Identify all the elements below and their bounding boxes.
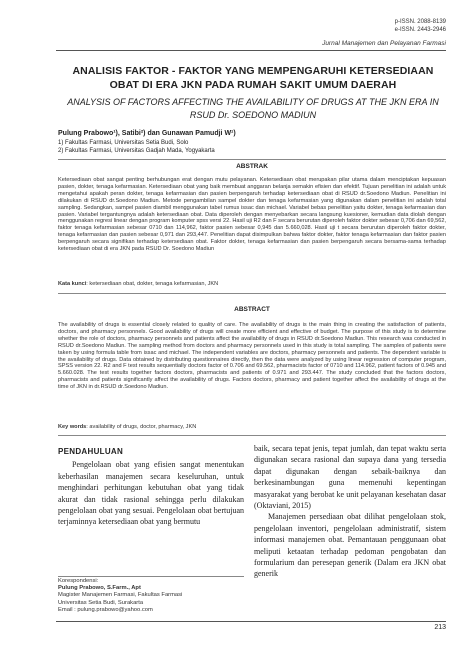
correspondence-affiliation: Magister Manajemen Farmasi, Fakultas Farmasi (58, 592, 183, 599)
body-paragraph-right-1: baik, secara tepat jenis, tepat jumlah, dan tepat waktu serta digunakan secara rasional dan supaya dana yang tersedia dapat digunakan dengan sebaik-baiknya dan berkesinambungan guna memenuhi kepentingan masyarakat yang berobat ke unit pelayanan kesehatan dasar (Oktaviani, 2015) (254, 444, 446, 511)
abstrak-bottom-rule (58, 293, 446, 294)
body-left-column (58, 446, 244, 528)
section-heading-pendahuluan: PENDAHULUAN (58, 447, 124, 456)
abstract-text: The availability of drugs is essential closely related to quality of care. The availability of drugs is the main thing in creating the satisfaction of patients, doctors, and pharmacy personnels. Good availability of drugs will create more efficient and effective of budget. The purpose of this study is to determine whether the role of doctors, pharmacy personnels and patients affect the availability of drugs in RSUD dr.Soedono Madiun. This research was conducted in RSUD dr.Soedono Madiun. The sampling method from doctors and pharmacy personnels used in this study is total sampling. The samples of patients were taken by using formula table from issac and michael. The independent variables are doctors, pharmacy personnels and patients. The dependent variable is the availability of drugs. Data obtained by distributing questionnaires directly, then the data were analyzed by using linear regression of computer program, SPSS version 22. R2 and F test results sequentially doctors factor of 0.706 and 69.562, pharmacists factor of 0710 and 114.962, patient factors of 0.945 and 5.660.028. The test results together factors doctors, pharmacists and patients of 0.971 and 293.447. The study concluded that the factors doctors, pharmacists and patients significantly affect the availability of drugs. Factors doctors, pharmacy and patient together affect the availability of drugs at the time of JKN in dr.RSUD dr.Soedono Madiun. (58, 322, 446, 391)
abstract-keywords-text: : availability of drugs, doctor, pharmacy, JKN (86, 424, 197, 430)
abstrak-keywords (58, 281, 446, 288)
abstract-bottom-rule (58, 435, 446, 436)
abstrak-text: Ketersediaan obat sangat penting berhubungan erat dengan mutu pelayanan. Ketersediaan obat merupakan pilar utama dalam menciptakan kepuasan pasien, dokter, tenaga kefarmasian. Ketersediaan obat yang baik membuat anggaran belanja semakin efisien dan efektif. Tujuan penelitian ini adalah untuk mengetahui apakah peran dokter, tenaga kefarmasian dan pasien berpengaruh terhadap ketersediaan obat di RSUD dr.Soedono Madiun. Penelitian ini dilakukan di RSUD dr.Soedono Madiun. Metode pengambilan sampel dokter dan tenaga kefarmasian yang digunakan dalam penelitian ini adalah total sampling. Sedangkan, sampel pasien diambil menggunakan tabel rumus issac dan michael. Variabel bebas penelitian yaitu dokter, tenaga kefarmasian dan pasien. Variabel tergantungnya adalah ketersediaan obat. Data diperoleh dengan menyebarkan secara langsung kuesioner, kemudian data diolah dengan menggunakan regresi linear dengan program komputer spss versi 22. Hasil uji R2 dan F secara berurutan diperoleh faktor dokter sebesar 0,706 dan 69,562, faktor tenaga kefarmasian sebesar 0710 dan 114,962, faktor pasien sebesar 0,945 dan 5.660,028. Hasil uji t secara berurutan diperoleh faktor dokter, tenaga kefarmasian dan pasien sebesar 0,971 dan 293,447. Penelitian dapat disimpulkan bahwa faktor dokter, faktor tenaga kefarmasian dan faktor pasien berpengaruh secara signifikan terhadap ketersediaan obat. Faktor dokter, tenaga kefarmasian dan pasien berpengaruh secara bersama-sama terhadap ketersediaan obat di era JKN pada RSUD Dr. Soedono Madiun (58, 177, 446, 253)
page-number: 213 (434, 624, 446, 631)
abstrak-keywords-text: : ketersediaan obat, dokter, tenaga kefarmasian, JKN (86, 281, 219, 287)
abstrak-top-rule (58, 159, 446, 160)
abstract-keywords-label: Key words (58, 424, 87, 430)
pissn: p-ISSN. 2088-8139 (394, 19, 446, 25)
footer-rule (56, 621, 446, 622)
abstrak-keywords-label: Kata kunci (58, 281, 87, 287)
body-paragraph-left: Pengelolaan obat yang efisien sangat menentukan keberhasilan manajemen secara keseluruhan, untuk menghindari perhitungan kebutuhan obat yang tidak akurat dan tidak rasional sehingga perlu dilakukan pengelolaan obat yang sesuai. Pengelolaan obat bertujuan terjaminnya ketersediaan obat yang bermutu (58, 460, 244, 527)
abstract-heading: ABSTRACT (234, 306, 270, 313)
abstrak-heading: ABSTRAK (236, 163, 268, 170)
correspondence-university: Universitas Setia Budi, Surakarta (58, 599, 144, 606)
correspondence-label: Korespondensi: (58, 578, 99, 584)
eissn: e-ISSN. 2443-2946 (394, 27, 446, 33)
authors: Pulung Prabowo¹), Satibi²) dan Gunawan Pamudji W¹) (58, 130, 236, 137)
title-english: ANALYSIS OF FACTORS AFFECTING THE AVAILABILITY OF DRUGS AT THE JKN ERA IN RSUD Dr. SOEDONO MADIUN (67, 97, 439, 120)
correspondence-name: Pulung Prabowo, S.Farm., Apt (58, 585, 141, 592)
header-rule (56, 50, 446, 51)
correspondence-block (58, 578, 244, 614)
journal-name: Jurnal Manajemen dan Pelayanan Farmasi (322, 40, 446, 47)
issn-block (395, 18, 446, 34)
body-right-column (254, 443, 446, 580)
body-paragraph-right-2: Manajemen persediaan obat dilihat pengelolaan stok, pengelolaan inventori, pengelolaan administratif, sistem informasi manajemen obat. Pemantauan penggunaan obat meliputi ketaatan terhadap pedoman pengobatan dan formularium dan peresepan generik (Dalam era JKN obat generik (254, 512, 446, 579)
abstract-keywords (58, 424, 446, 431)
title-indonesian: ANALISIS FAKTOR - FAKTOR YANG MEMPENGARUHI KETERSEDIAAN OBAT DI ERA JKN PADA RUMAH SAKIT UMUM DAERAH (72, 65, 434, 91)
affiliation-1: 1) Fakultas Farmasi, Universitas Setia Budi, Solo (58, 140, 189, 146)
correspondence-email: Email : pulung.prabowo@yahoo.com (58, 606, 153, 613)
affiliation-2: 2) Fakultas Farmasi, Universitas Gadjah Mada, Yogyakarta (58, 147, 215, 154)
correspondence-rule (58, 576, 244, 577)
